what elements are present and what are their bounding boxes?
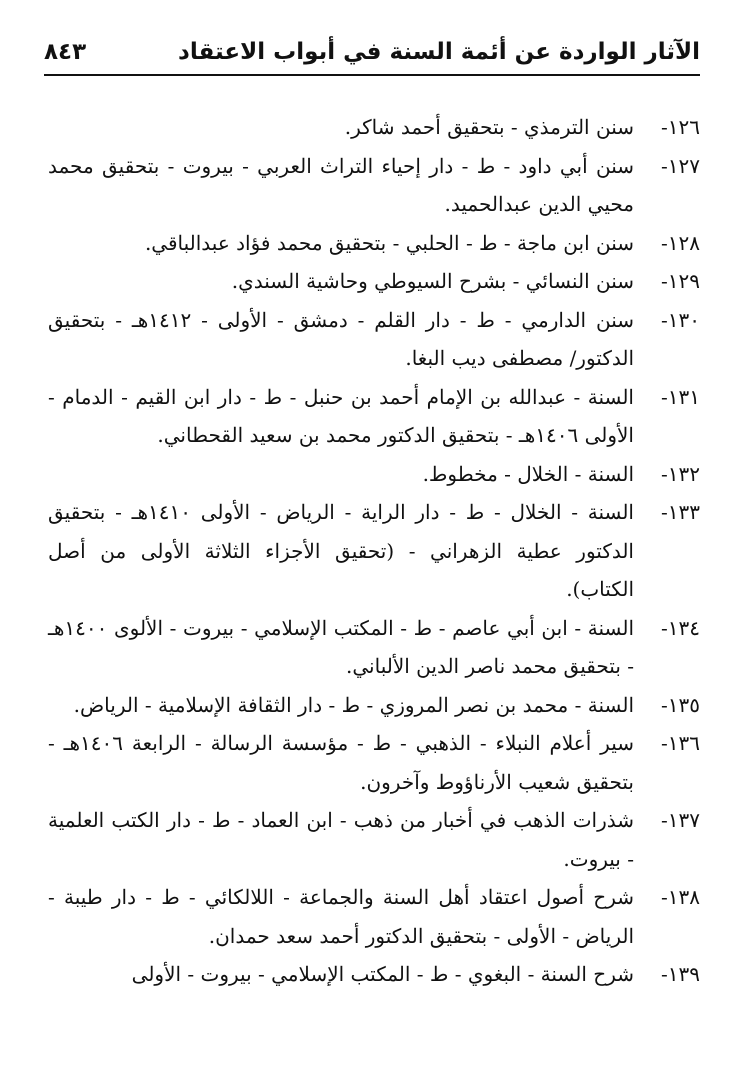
bibliography-list [48,108,700,994]
bibliography-entry [48,224,700,263]
entry-number: ١٣٦- [661,731,700,755]
bibliography-entry [48,686,700,725]
bibliography-entry [48,955,700,994]
entry-number: ١٢٧- [661,153,700,178]
entry-text: سنن ابن ماجة - ط - الحلبي - بتحقيق محمد فؤاد عبدالباقي. [144,230,634,255]
bibliography-entry [48,724,700,801]
entry-text: سنن الدارمي - ط - دار القلم - دمشق - الأولى - ١٤١٢هـ - بتحقيق الدكتور/ مصطفى ديب البغا. [48,307,634,370]
entry-text: سنن النسائي - بشرح السيوطي وحاشية السندي. [231,269,634,293]
entry-number: ١٢٦- [661,115,700,139]
entry-number: ١٣٧- [661,808,700,832]
bibliography-entry [48,609,700,686]
entry-number: ١٣٤- [661,615,700,640]
bibliography-entry [48,301,700,378]
entry-number: ١٣١- [661,384,700,409]
entry-text: السنة - الخلال - مخطوط. [422,461,634,486]
bibliography-entry [48,493,700,609]
running-title: الآثار الواردة عن أئمة السنة في أبواب الاعتقاد [178,39,700,65]
entry-text: شذرات الذهب في أخبار من ذهب - ابن العماد - ط - دار الكتب العلمية - بيروت. [48,808,634,871]
bibliography-entry [48,455,700,494]
entry-text: سير أعلام النبلاء - الذهبي - ط - مؤسسة الرسالة - الرابعة ١٤٠٦هـ - بتحقيق شعيب الأرناؤوط وآخرون. [48,731,634,794]
entry-number: ١٣٨- [661,885,700,909]
bibliography-entry [48,878,700,955]
bibliography-entry [48,147,700,224]
entry-text: شرح السنة - البغوي - ط - المكتب الإسلامي - بيروت - الأولى [131,962,634,986]
bibliography-entry [48,801,700,878]
entry-text: سنن الترمذي - بتحقيق أحمد شاكر. [344,115,634,139]
entry-number: ١٣٢- [661,461,700,486]
entry-number: ١٣٠- [661,307,700,332]
entry-number: ١٣٣- [661,500,700,524]
entry-text: شرح أصول اعتقاد أهل السنة والجماعة - اللالكائي - ط - دار طيبة - الرياض - الأولى - بتحقيق الدكتور أحمد سعد حمدان. [48,885,634,948]
entry-number: ١٣٩- [661,962,700,986]
entry-text: السنة - الخلال - ط - دار الراية - الرياض - الأولى ١٤١٠هـ - بتحقيق الدكتور عطية الزهراني - (تحقيق الأجزاء الثلاثة الأولى من أصل الكتاب). [48,500,634,601]
page-number: ٨٤٣ [44,39,87,65]
bibliography-entry [48,108,700,147]
page-header [44,30,700,76]
bibliography-entry [48,378,700,455]
entry-text: السنة - ابن أبي عاصم - ط - المكتب الإسلامي - بيروت - الألوى ١٤٠٠هـ - بتحقيق محمد ناصر الدين الألباني. [48,615,634,678]
entry-number: ١٢٩- [661,269,700,293]
bibliography-entry [48,262,700,301]
entry-text: سنن أبي داود - ط - دار إحياء التراث العربي - بيروت - بتحقيق محمد محيي الدين عبدالحميد. [48,153,634,216]
entry-number: ١٢٨- [661,230,700,255]
entry-number: ١٣٥- [661,692,700,717]
entry-text: السنة - محمد بن نصر المروزي - ط - دار الثقافة الإسلامية - الرياض. [73,692,634,717]
entry-text: السنة - عبدالله بن الإمام أحمد بن حنبل - ط - دار ابن القيم - الدمام - الأولى ١٤٠٦هـ - بتحقيق الدكتور محمد بن سعيد القحطاني. [48,384,634,447]
